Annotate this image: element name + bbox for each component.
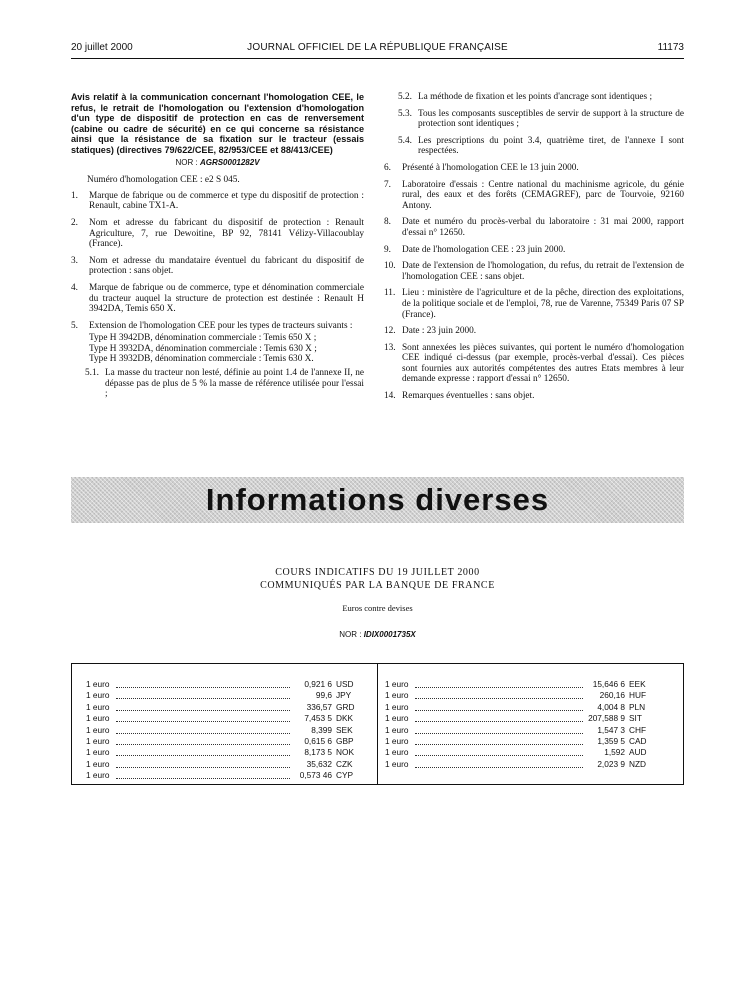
avis-item xyxy=(384,245,684,256)
rate-row xyxy=(86,725,360,736)
item-number: 1. xyxy=(71,190,78,201)
avis-subitem xyxy=(71,368,364,400)
rate-value: 7,453 5 xyxy=(304,713,332,724)
cours-subtitle: Euros contre devises xyxy=(342,603,413,613)
item-number: 2. xyxy=(71,217,78,228)
dot-leader xyxy=(116,755,290,756)
subitem-text: La masse du tracteur non lesté, définie au point 1.4 de l'annexe II, ne dépasse pas de plus de 5 % la masse de référence utilisée pour l'essai ; xyxy=(105,368,364,400)
item-text: Date : 23 juin 2000. xyxy=(402,326,477,337)
rate-label: 1 euro xyxy=(385,679,409,689)
rate-value: 1,592 xyxy=(604,747,625,758)
avis-item xyxy=(71,321,364,332)
section-banner-title: Informations diverses xyxy=(205,482,550,517)
cours-nor xyxy=(71,630,684,639)
rate-value: 15,646 6 xyxy=(592,679,625,689)
tractor-type-line: Type H 3942DB, dénomination commerciale : Temis 650 X ; xyxy=(89,333,317,344)
page-header xyxy=(71,42,684,56)
currency-code: CHF xyxy=(629,724,647,735)
rate-row xyxy=(385,713,653,724)
item-text: Présenté à l'homologation CEE le 13 juin 2000. xyxy=(402,162,579,173)
rate-row xyxy=(86,690,360,701)
rate-label: 1 euro xyxy=(86,735,110,746)
avis-item xyxy=(71,191,364,212)
rate-row xyxy=(86,736,360,747)
rate-label: 1 euro xyxy=(385,724,409,735)
currency-code: EEK xyxy=(629,679,646,689)
avis-item xyxy=(384,217,684,238)
subitem-text: Tous les composants susceptibles de servir de support à la structure de protection sont identiques ; xyxy=(418,108,684,130)
rate-value: 35,632 xyxy=(306,758,332,769)
avis-item xyxy=(71,283,364,315)
homologation-number: Numéro d'homologation CEE : e2 S 045. xyxy=(87,175,240,186)
dot-leader xyxy=(116,710,290,711)
currency-code: SEK xyxy=(336,724,353,735)
dot-leader xyxy=(116,721,290,722)
rate-label: 1 euro xyxy=(385,713,409,724)
item-text: Sont annexées les pièces suivantes, qui portent le numéro d'homologation CEE indiqué ci-dessus (par exemple, procès-verbal d'essai). Ces pièces sont fournies aux autorités compétentes des autres Etats membres à leur demande expresse : rapport d'essai n° 12650. xyxy=(402,342,684,385)
subitem-text: La méthode de fixation et les points d'ancrage sont identiques ; xyxy=(418,92,653,102)
cours-title-line-2: COMMUNIQUÉS PAR LA BANQUE DE FRANCE xyxy=(260,580,495,591)
rate-row xyxy=(86,702,360,713)
item-number: 6. xyxy=(384,162,391,173)
rate-label: 1 euro xyxy=(385,690,409,701)
avis-item xyxy=(384,391,684,402)
dot-leader xyxy=(415,687,583,688)
currency-code: SIT xyxy=(629,713,642,724)
dot-leader xyxy=(116,767,290,768)
subitem-number: 5.4. xyxy=(398,135,412,146)
cours-nor-code: IDIX0001735X xyxy=(363,630,416,639)
rates-right-column xyxy=(385,679,653,770)
avis-item xyxy=(384,180,684,212)
rate-value: 0,921 6 xyxy=(304,679,332,689)
rate-value: 1,359 5 xyxy=(597,735,625,746)
avis-nor-label: NOR : xyxy=(175,157,198,167)
rate-value: 99,6 xyxy=(315,690,332,701)
currency-code: USD xyxy=(336,679,354,689)
item-number: 13. xyxy=(384,342,396,353)
currency-code: NZD xyxy=(629,758,647,769)
avis-item xyxy=(384,326,684,337)
rate-row xyxy=(86,679,360,690)
tractor-type-line: Type H 3932DB, dénomination commerciale : Temis 630 X. xyxy=(89,354,314,365)
header-page-number: 11173 xyxy=(657,42,684,53)
rate-row xyxy=(86,713,360,724)
item-text: Date et numéro du procès-verbal du laboratoire : 31 mai 2000, rapport d'essai n° 12650. xyxy=(402,217,684,238)
rate-label: 1 euro xyxy=(86,690,110,701)
item-text: Date de l'homologation CEE : 23 juin 2000. xyxy=(402,244,566,255)
dot-leader xyxy=(415,721,583,722)
item-text: Extension de l'homologation CEE pour les types de tracteurs suivants : xyxy=(89,320,353,331)
subitem-number: 5.3. xyxy=(398,108,412,119)
item-number: 5. xyxy=(71,320,78,331)
rate-value: 2,023 9 xyxy=(597,758,625,769)
rate-value: 8,399 xyxy=(311,724,332,735)
dot-leader xyxy=(415,733,583,734)
rate-value: 8,173 5 xyxy=(304,747,332,758)
rate-label: 1 euro xyxy=(86,758,110,769)
avis-item xyxy=(384,288,684,320)
currency-code: CZK xyxy=(336,758,353,769)
tractor-type-line: Type H 3932DA, dénomination commerciale : Temis 630 X ; xyxy=(89,343,317,354)
item-number: 14. xyxy=(384,391,396,402)
item-number: 11. xyxy=(384,288,396,299)
avis-item xyxy=(71,218,364,250)
currency-code: NOK xyxy=(336,747,354,758)
rate-row xyxy=(385,759,653,770)
dot-leader xyxy=(415,744,583,745)
dot-leader xyxy=(116,744,290,745)
header-date: 20 juillet 2000 xyxy=(71,42,133,53)
item-text: Date de l'extension de l'homologation, du refus, du retrait de l'extension de l'homologation CEE : sans objet. xyxy=(402,261,684,282)
currency-code: CYP xyxy=(336,770,354,781)
subitem-number: 5.2. xyxy=(398,92,412,102)
rate-label: 1 euro xyxy=(385,758,409,769)
rate-label: 1 euro xyxy=(86,724,110,735)
rate-value: 1,547 3 xyxy=(597,724,625,735)
item-text: Nom et adresse du fabricant du dispositif de protection : Renault Agriculture, 7, rue Dewoitine, BP 92, 78141 Vélizy-Villacoublay (France). xyxy=(89,217,364,250)
rate-row xyxy=(385,725,653,736)
rate-label: 1 euro xyxy=(385,701,409,712)
dot-leader xyxy=(415,710,583,711)
rate-label: 1 euro xyxy=(86,701,110,712)
rate-label: 1 euro xyxy=(86,713,110,724)
rate-label: 1 euro xyxy=(86,770,110,781)
item-number: 3. xyxy=(71,255,78,266)
currency-code: AUD xyxy=(629,747,647,758)
rate-row xyxy=(86,759,360,770)
table-column-divider xyxy=(377,664,378,784)
exchange-rate-table xyxy=(71,663,684,785)
currency-code: PLN xyxy=(629,701,646,712)
subitem-number: 5.1. xyxy=(85,368,99,379)
item-number: 9. xyxy=(384,244,391,255)
avis-item xyxy=(384,261,684,282)
avis-nor xyxy=(71,158,364,169)
item-number: 10. xyxy=(384,261,396,272)
rate-value: 0,615 6 xyxy=(304,735,332,746)
tractor-types xyxy=(71,333,364,365)
dot-leader xyxy=(415,698,583,699)
item-number: 12. xyxy=(384,326,396,337)
item-text: Marque de fabrique ou de commerce et type du dispositif de protection : Renault, cabine TX1-A. xyxy=(89,190,364,212)
avis-right-column xyxy=(384,92,684,408)
currency-code: CAD xyxy=(629,735,647,746)
rate-value: 4,004 8 xyxy=(597,701,625,712)
rate-row xyxy=(86,747,360,758)
avis-subitem xyxy=(384,109,684,130)
avis-item xyxy=(71,256,364,277)
avis-left-column xyxy=(71,92,364,406)
item-text: Remarques éventuelles : sans objet. xyxy=(402,391,535,402)
cours-title-line-1: COURS INDICATIFS DU 19 JUILLET 2000 xyxy=(275,567,480,578)
dot-leader xyxy=(116,778,290,779)
rate-row xyxy=(385,679,653,690)
item-text: Nom et adresse du mandataire éventuel du fabricant du dispositif de protection : sans objet. xyxy=(89,255,364,277)
item-text: Laboratoire d'essais : Centre national du machinisme agricole, du génie rural, des eaux et des forêts (CEMAGREF), parc de Tourvoie, 92160 Antony. xyxy=(402,179,684,211)
avis-nor-code: AGRS0001282V xyxy=(199,157,260,167)
item-number: 4. xyxy=(71,282,78,293)
subitem-text: Les prescriptions du point 3.4, quatrième tiret, de l'annexe I sont respectées. xyxy=(418,135,684,157)
rate-label: 1 euro xyxy=(86,679,110,689)
avis-item xyxy=(384,163,684,174)
dot-leader xyxy=(116,687,290,688)
rate-label: 1 euro xyxy=(385,735,409,746)
avis-title: Avis relatif à la communication concernant l'homologation CEE, le refus, le retrait de l'homologation ou l'extension d'homologation d'un type de dispositif de protection en cas de renversement (cabine ou cadre de sécurité) en ce qui concerne sa résistance ainsi que la résistance de sa fixation sur le tracteur (essais statiques) (directives 79/622/CEE, 82/953/CEE et 88/413/CEE) xyxy=(71,92,364,155)
header-journal-title: JOURNAL OFFICIEL DE LA RÉPUBLIQUE FRANÇAISE xyxy=(247,42,508,53)
avis-item xyxy=(384,343,684,385)
rate-value: 207,588 9 xyxy=(588,713,625,724)
item-number: 8. xyxy=(384,217,391,228)
currency-code: GRD xyxy=(336,701,355,712)
rate-value: 336,57 xyxy=(306,701,332,712)
currency-code: DKK xyxy=(336,713,354,724)
currency-code: JPY xyxy=(336,690,352,701)
section-banner xyxy=(71,477,684,523)
rate-label: 1 euro xyxy=(86,747,110,758)
dot-leader xyxy=(116,698,290,699)
dot-leader xyxy=(415,767,583,768)
avis-subitem xyxy=(384,136,684,157)
currency-code: GBP xyxy=(336,735,354,746)
dot-leader xyxy=(415,755,583,756)
rate-value: 0,573 46 xyxy=(299,770,332,781)
avis-subitem xyxy=(384,92,684,103)
rate-row xyxy=(385,747,653,758)
header-rule xyxy=(71,58,684,59)
item-text: Marque de fabrique ou de commerce, type et dénomination commerciale du tracteur auquel la structure de protection est destinée : Renault H 3942DA, Temis 650 X. xyxy=(89,282,364,315)
rate-row xyxy=(385,702,653,713)
item-number: 7. xyxy=(384,179,391,190)
rate-row xyxy=(86,770,360,781)
item-text: Lieu : ministère de l'agriculture et de la pêche, direction des exploitations, de la politique sociale et de l'emploi, 78, rue de Varenne, 75349 Paris 07 SP (France). xyxy=(402,288,684,320)
rates-left-column xyxy=(86,679,360,782)
rate-row xyxy=(385,736,653,747)
currency-code: HUF xyxy=(629,690,647,701)
rate-row xyxy=(385,690,653,701)
rate-label: 1 euro xyxy=(385,747,409,758)
rate-value: 260,16 xyxy=(599,690,625,701)
cours-nor-label: NOR : xyxy=(339,630,362,639)
dot-leader xyxy=(116,733,290,734)
